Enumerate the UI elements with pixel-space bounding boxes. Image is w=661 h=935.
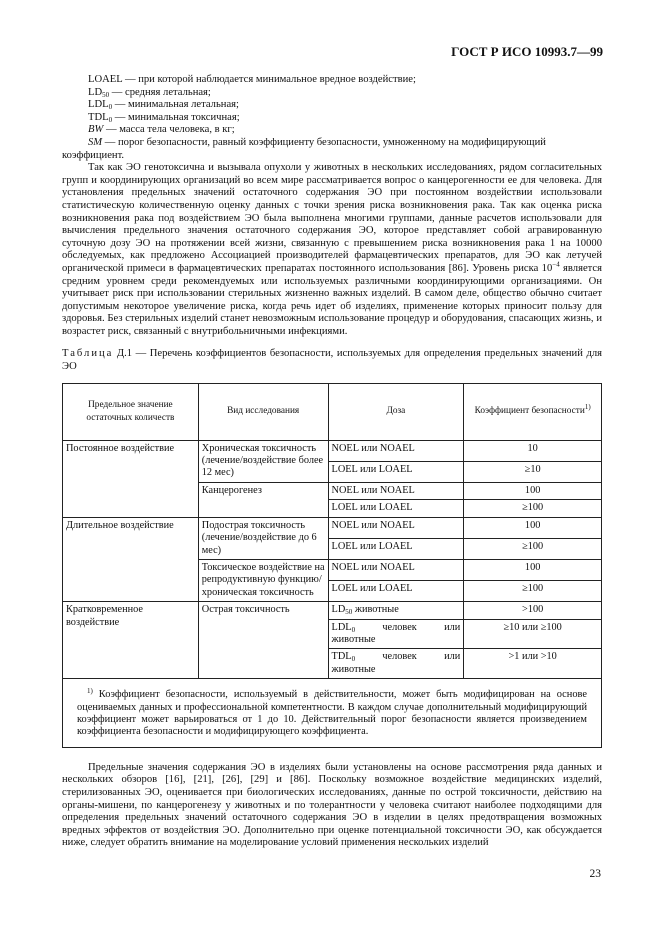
table-caption xyxy=(62,348,602,373)
header-dose: Доза xyxy=(328,383,464,440)
group-prolonged: Длительное воздействие xyxy=(63,517,199,601)
definition-item xyxy=(62,74,602,87)
header-study: Вид исследования xyxy=(198,383,328,440)
table-caption-label: Таблица xyxy=(62,348,114,360)
definition-text: — масса тела человека, в кг; xyxy=(103,124,235,136)
definition-term: LDL xyxy=(88,99,109,111)
table-row xyxy=(63,517,602,538)
table-footnote-row xyxy=(63,679,602,748)
study-reproductive: Токсическое воздействие на репродуктивную функцию/хроническая токсичность xyxy=(198,559,328,601)
paragraph-limits: Предельные значения содержания ЭО в изделиях были установлены на основе рассмотрения ряда данных и нескольких обзоров [16], [21], [26], [29] и [86]. Поскольку возможное воздействие медицинских изделий, стерилизованных ЭО, оценивается при биологических исследованиях, данные по острой токсичности, действию на органы-мишени, по канцерогенезу у животных и по толерантности у человека считают наиболее подходящими для определения предельных значений остаточного содержания ЭО в изделии в целях предотвращения возможных вредных эффектов от воздействия ЭО. Дополнительно при оценке потенциальной токсичности ЭО, как обсуждается ниже, следует обратить внимание на моделирование условий применения нескольких изделий xyxy=(62,761,602,849)
table-caption-text: Д.1 — Перечень коэффициентов безопасности, используемых для определения предельных значений для ЭО xyxy=(62,348,602,373)
definition-item xyxy=(62,99,602,112)
dose-cell: LOEL или LOAEL xyxy=(328,500,464,517)
study-subacute: Подострая токсичность (лечение/воздействие до 6 мес) xyxy=(198,517,328,559)
dose-cell: LOEL или LOAEL xyxy=(328,538,464,559)
page-content xyxy=(62,74,602,850)
group-permanent: Постоянное воздействие xyxy=(63,440,199,517)
definition-subscript: 0 xyxy=(108,115,113,124)
page-number: 23 xyxy=(589,868,601,880)
definition-text: — при которой наблюдается минимальное вредное воздействие; xyxy=(122,74,416,85)
header-limit: Предельное значение остаточных количеств xyxy=(63,383,199,440)
factor-cell: 10 xyxy=(464,440,602,461)
definition-term: LD xyxy=(88,86,103,98)
dose-cell: NOEL или NOAEL xyxy=(328,517,464,538)
study-carcinogenesis: Канцерогенез xyxy=(198,482,328,517)
dose-cell: $TDL_0$ человек или животные xyxy=(328,649,464,679)
factor-cell: 100 xyxy=(464,517,602,538)
safety-factors-table xyxy=(62,383,602,748)
definition-item xyxy=(62,124,602,137)
definitions-list xyxy=(62,74,602,162)
header-safety-factor: Коэффициент безопасности$^{1)}$ xyxy=(464,383,602,440)
factor-cell: ≥10 или ≥100 xyxy=(464,619,602,649)
dose-cell: LOEL или LOAEL xyxy=(328,581,464,602)
study-chronic: Хроническая токсичность (лечение/воздействие более 12 мес) xyxy=(198,440,328,482)
footnote-ref: 1) xyxy=(584,403,591,412)
definition-subscript: 0 xyxy=(108,103,113,112)
dose-cell: $LDL_0$ человек или животные xyxy=(328,619,464,649)
definition-term: BW xyxy=(88,124,104,136)
table-row xyxy=(63,440,602,461)
definition-term: LOAEL xyxy=(88,74,123,85)
definition-item xyxy=(62,112,602,125)
risk-exponent: −4 xyxy=(552,260,560,269)
table-footnote: $^{1)}$ Коэффициент безопасности, используемый в действительности, может быть модифицирован на основе оцениваемых данных и профессиональной компетентности. В каждом случае дополнительный модифицирующий коэффициент может варьироваться от 1 до 10. Действительный порог безопасности является произведением коэффициента безопасности и модифицирующего коэффициента. xyxy=(63,679,602,748)
dose-cell: NOEL или NOAEL xyxy=(328,440,464,461)
dose-cell: NOEL или NOAEL xyxy=(328,482,464,499)
definition-item xyxy=(62,87,602,100)
factor-cell: >1 или >10 xyxy=(464,649,602,679)
definition-text: — средняя летальная; xyxy=(109,86,211,98)
definition-item xyxy=(62,137,602,162)
definition-term: SM xyxy=(88,136,103,148)
factor-cell: ≥100 xyxy=(464,581,602,602)
dose-cell: LOEL или LOAEL xyxy=(328,461,464,482)
study-acute: Острая токсичность xyxy=(198,602,328,679)
factor-cell: ≥10 xyxy=(464,461,602,482)
footnote-mark: 1) xyxy=(87,686,93,695)
definition-term: TDL xyxy=(88,111,109,123)
definition-text: — минимальная летальная; xyxy=(112,99,239,111)
factor-cell: 100 xyxy=(464,559,602,580)
group-short: Кратковременное воздействие xyxy=(63,602,199,679)
definition-text: — минимальная токсичная; xyxy=(112,111,240,123)
factor-cell: ≥100 xyxy=(464,538,602,559)
dose-cell: $LD_{50}$ животные xyxy=(328,602,464,619)
factor-cell: ≥100 xyxy=(464,500,602,517)
definition-subscript: 50 xyxy=(102,90,110,99)
dose-cell: NOEL или NOAEL xyxy=(328,559,464,580)
paragraph-carcinogenicity: Так как ЭО генотоксична и вызывала опухоли у животных в нескольких исследованиях, рядом согласительных групп и координирующих организаций во всем мире рассматривается вопрос о канцерогенности ее для человека. Для установления предельных значений остаточного содержания ЭО при постоянном воздействии использовали статистическую количественную оценку данных с точки зрения риска возникновения рака. Так как оценка риска возникновения рака под воздействием ЭО была выполнена многими группами, данные расчетов использовали для вычисления предельного значения остаточного содержания ЭО, которое представляет собой агравированную суточную дозу ЭО на протяжении всей жизни, связанную с превышением риска возникновения рака 1 на 10000 обследуемых, как предложено Ассоциацией производителей фармацевтических препаратов, для ЭО как летучей органической примеси в фармацевтических препаратах постоянного использования [86]. Уровень риска $10^{-4}$ является средним уровнем среди рекомендуемых или используемых различными координирующими организациями. Он учитывает риск при использовании стерильных жизненно важных изделий. В самом деле, общество обычно считает допустимым некоторое увеличение риска, когда речь идет об изделиях, применение которых приносит пользу для здоровья. Без стерильных изделий станет невозможным использование процедур и оборудования, спасающих жизнь, и возрастет риск, связанный с внутрибольничными инфекциями. xyxy=(62,162,602,337)
table-header-row xyxy=(63,383,602,440)
table-row xyxy=(63,602,602,619)
definition-text: — порог безопасности, равный коэффициенту безопасности, умноженному на модифицирующий коэффициент. xyxy=(62,136,546,161)
factor-cell: >100 xyxy=(464,602,602,619)
factor-cell: 100 xyxy=(464,482,602,499)
document-header: ГОСТ Р ИСО 10993.7—99 xyxy=(451,44,603,59)
